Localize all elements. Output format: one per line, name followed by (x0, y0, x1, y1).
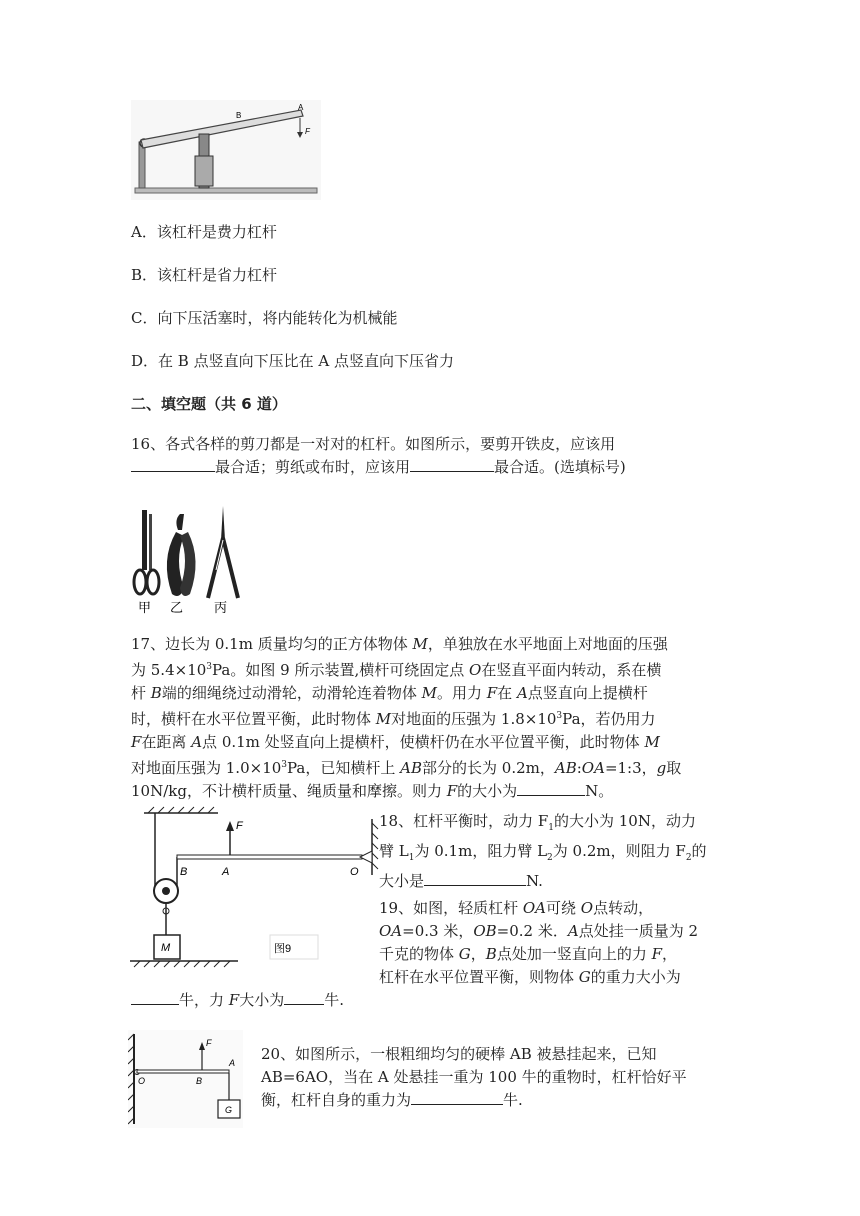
q17-var-m: M (412, 635, 428, 653)
q19-part-5: =0.2 米． (496, 922, 568, 940)
q15-option-a: A．该杠杆是费力杠杆 (131, 223, 277, 241)
fig15-label-b: B (236, 111, 242, 120)
q20-part-3: 衡，杠杆自身的重力为 (261, 1091, 412, 1109)
q17-var-m-3: M (375, 710, 392, 728)
figure-9-lever-pulley (128, 805, 380, 970)
q17-part-11: 时，横杆在水平位置平衡，此时物体 (131, 710, 376, 728)
q17-part-6: 杆 (131, 684, 151, 702)
q18-part-8: N. (526, 872, 543, 890)
q15-option-d: D．在 B 点竖直向下压比在 A 点竖直向下压省力 (131, 352, 454, 370)
q18-part-7: 大小是 (379, 872, 425, 890)
q16-text (131, 433, 741, 479)
q19-answer-blank-2[interactable] (284, 989, 324, 1005)
q17-exp-1: 3 (206, 662, 213, 672)
q17-part-16: 对地面压强为 1.0×10 (131, 759, 282, 777)
q19-part-3: 点转动， (593, 899, 654, 917)
q19-var-g-2: G (578, 968, 591, 986)
q19-var-oa: OA (522, 899, 546, 917)
q19-var-b: B (485, 945, 497, 963)
fig15-label-a: A (298, 103, 304, 112)
q17-var-f: F (486, 684, 498, 702)
fig9-label-o: O (350, 866, 359, 878)
q17-part-2: ，单独放在水平地面上对地面的压强 (427, 635, 668, 653)
q16-blank-1[interactable] (131, 456, 215, 472)
q18-answer-blank[interactable] (424, 870, 526, 886)
q17-var-a: A (516, 684, 528, 702)
q19-var-ob: OB (473, 922, 497, 940)
q17-part-7: 端的细绳绕过动滑轮，动滑轮连着物体 (161, 684, 422, 702)
q18-text (379, 810, 739, 893)
q20-text (261, 1043, 741, 1112)
q17-part-12: 对地面的压强为 1.8×10 (391, 710, 557, 728)
scissors-jia-icon (134, 510, 159, 594)
q17-part-4: Pa。如图 9 所示装置,横杆可绕固定点 (212, 661, 469, 679)
q18-sub-4: 2 (685, 853, 692, 863)
q17-exp-3: 3 (281, 760, 288, 770)
q18-part-1: 18、杠杆平衡时，动力 F (379, 812, 549, 830)
q17-var-ab-2: AB (554, 759, 577, 777)
q18-part-4: 为 0.1m，阻力臂 L (414, 842, 548, 860)
q17-part-19: =1:3， (604, 759, 657, 777)
q19-part-13: 牛，力 (179, 991, 229, 1009)
q17-part-20: 取 (666, 759, 682, 777)
q18-sub-3: 2 (547, 853, 553, 863)
fig15-label-f: F (305, 127, 310, 136)
q18-part-5: 为 0.2m，则阻力 F (552, 842, 686, 860)
q17-part-8: 。用力 (436, 684, 487, 702)
q17-var-m-4: M (644, 733, 660, 751)
q20-part-1: 20、如图所示，一根粗细均匀的硬棒 AB 被悬挂起来，已知 (261, 1045, 657, 1063)
fig9-label-f: F (236, 820, 243, 832)
fig9-caption: 图9 (274, 943, 292, 955)
scissors-label-yi: 乙 (170, 600, 184, 615)
q19-part-2: 可绕 (546, 899, 581, 917)
q20-answer-blank[interactable] (411, 1089, 503, 1105)
q17-exp-2: 3 (556, 711, 563, 721)
q19-answer-blank-1[interactable] (131, 989, 179, 1005)
q19-var-o: O (580, 899, 594, 917)
q19-part-8: ， (470, 945, 486, 963)
scissors-label-bing: 丙 (214, 600, 228, 615)
q17-part-15: 点 0.1m 处竖直向上提横杆，使横杆仍在水平位置平衡，此时物体 (202, 733, 645, 751)
q18-part-3: 臂 L (379, 842, 409, 860)
q17-var-oa: OA (581, 759, 605, 777)
q19-var-g: G (458, 945, 471, 963)
q17-part-3: 为 5.4×10 (131, 661, 207, 679)
q19-part-15: 牛. (324, 991, 344, 1009)
q17-part-9: 在 (497, 684, 517, 702)
lever-piston-figure (131, 100, 321, 200)
q19-part-12: 的重力大小为 (590, 968, 681, 986)
scissors-figure (128, 500, 260, 616)
q18-sub-1: 1 (548, 823, 554, 833)
fig9-label-a: A (222, 866, 230, 878)
q17-text (131, 633, 751, 803)
q16-text-c: 最合适。(选填标号) (494, 458, 626, 476)
q16-blank-2[interactable] (410, 456, 494, 472)
q17-var-o: O (469, 661, 482, 679)
q18-part-2: 的大小为 10N，动力 (554, 812, 696, 830)
q18-sub-2: 1 (408, 853, 415, 863)
q19-part-10: ， (662, 945, 678, 963)
q17-colon: : (576, 759, 582, 777)
q17-var-b: B (150, 684, 162, 702)
fig20-label-a: A (229, 1058, 236, 1068)
q17-part-21: 10N/kg，不计横杆质量、绳质量和摩擦。则力 (131, 782, 447, 800)
q17-part-23: N。 (585, 782, 614, 800)
q19-part-9: 点处加一竖直向上的力 (496, 945, 652, 963)
q19-text-last (131, 989, 631, 1012)
q17-part-10: 点竖直向上提横杆 (527, 684, 648, 702)
q17-var-f-2: F (131, 733, 142, 751)
q17-part-17: Pa，已知横杆上 (287, 759, 401, 777)
q19-part-11: 杠杆在水平位置平衡，则物体 (379, 968, 579, 986)
q17-answer-blank[interactable] (517, 780, 585, 796)
q17-var-a-2: A (191, 733, 203, 751)
fig20-label-f: F (206, 1038, 212, 1048)
q16-text-b: 最合适；剪纸或布时，应该用 (215, 458, 411, 476)
q19-text (379, 897, 739, 989)
fig20-label-o: O (138, 1076, 146, 1086)
fig20-label-b: B (196, 1076, 203, 1086)
q17-part-22: 的大小为 (457, 782, 518, 800)
q19-part-1: 19、如图，轻质杠杆 (379, 899, 523, 917)
q20-part-2: AB=6AO，当在 A 处悬挂一重为 100 牛的重物时，杠杆恰好平 (261, 1068, 687, 1086)
q15-option-b: B．该杠杆是省力杠杆 (131, 266, 278, 284)
snips-yi-icon (167, 514, 196, 596)
q19-var-oa-2: OA (379, 922, 403, 940)
q17-part-14: 在距离 (141, 733, 192, 751)
q17-part-1: 17、边长为 0.1m 质量均匀的正方体物体 (131, 635, 413, 653)
q19-var-a: A (567, 922, 579, 940)
fig9-label-m: M (161, 942, 171, 954)
q17-var-f-3: F (446, 782, 458, 800)
q19-part-6: 点处挂一质量为 2 (578, 922, 699, 940)
q17-var-ab: AB (400, 759, 423, 777)
figure-20-lever (128, 1030, 243, 1128)
q19-part-14: 大小为 (239, 991, 285, 1009)
q18-part-6: 的 (691, 842, 707, 860)
section2-heading: 二、填空题（共 6 道） (131, 395, 287, 413)
q19-part-4: =0.3 米， (402, 922, 474, 940)
fig9-label-b: B (180, 866, 188, 878)
q17-var-g: g (656, 759, 667, 777)
q17-part-18: 部分的长为 0.2m， (422, 759, 555, 777)
q15-option-c: C．向下压活塞时，将内能转化为机械能 (131, 309, 398, 327)
q19-var-f-2: F (228, 991, 240, 1009)
q19-var-f: F (651, 945, 663, 963)
q16-text-a: 16、各式各样的剪刀都是一对对的杠杆。如图所示，要剪开铁皮，应该用 (131, 435, 616, 453)
q17-var-m-2: M (421, 684, 437, 702)
shears-bing-icon (208, 506, 238, 598)
fig20-label-g: G (225, 1105, 233, 1115)
q17-part-13: Pa，若仍用力 (562, 710, 656, 728)
q17-part-5: 在竖直平面内转动，系在横 (481, 661, 662, 679)
q19-part-7: 千克的物体 (379, 945, 459, 963)
scissors-label-jia: 甲 (138, 600, 152, 615)
q20-part-4: 牛. (503, 1091, 523, 1109)
